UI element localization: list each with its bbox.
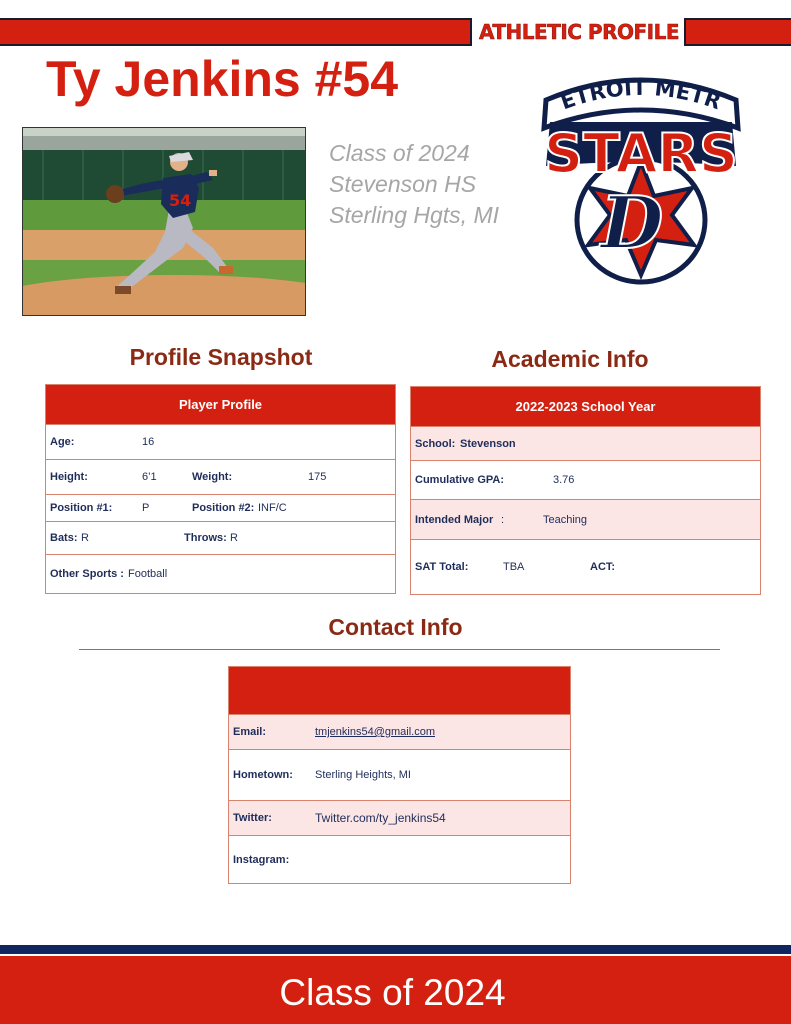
major-label: Intended Major xyxy=(415,513,494,526)
logo-letter: D xyxy=(600,180,664,265)
position1-label: Position #1: xyxy=(50,502,113,514)
throws-label: Throws: xyxy=(184,532,227,544)
email-label: Email: xyxy=(233,726,267,738)
table-row xyxy=(411,500,761,540)
bats-value: R xyxy=(81,532,89,544)
age-value: 16 xyxy=(142,436,155,448)
contact-info-table xyxy=(228,666,571,884)
table-row xyxy=(46,555,396,594)
logo-top-text: ETROIT METR xyxy=(557,75,725,115)
height-label: Height: xyxy=(50,471,88,483)
position1-value: P xyxy=(142,502,150,514)
school-value: Stevenson xyxy=(460,437,516,450)
height-value: 6’1 xyxy=(142,471,157,483)
player-profile-header: Player Profile xyxy=(46,385,396,425)
major-value: Teaching xyxy=(543,513,588,526)
table-row xyxy=(229,750,571,801)
table-row xyxy=(229,801,571,836)
table-row xyxy=(411,427,761,461)
academic-info-table xyxy=(410,386,761,595)
table-row xyxy=(229,715,571,750)
weight-label: Weight: xyxy=(192,471,233,483)
top-banner-bar-left xyxy=(0,18,472,46)
hometown-value: Sterling Heights, MI xyxy=(315,769,411,781)
class-year-text: Class of 2024 xyxy=(329,140,470,166)
player-name-heading: Ty Jenkins #54 xyxy=(46,51,399,107)
twitter-label: Twitter: xyxy=(233,812,272,824)
position2-value: INF/C xyxy=(258,502,287,514)
table-row xyxy=(46,425,396,460)
contact-divider xyxy=(79,649,720,650)
major-colon: : xyxy=(501,513,505,526)
instagram-label: Instagram: xyxy=(233,853,290,866)
school-label: School: xyxy=(415,437,456,450)
gpa-value: 3.76 xyxy=(553,474,575,486)
act-label: ACT: xyxy=(590,561,616,573)
footer-class-text: Class of 2024 xyxy=(279,972,506,1013)
other-sports-label: Other Sports : xyxy=(50,568,124,580)
bats-label: Bats: xyxy=(50,532,78,544)
table-row xyxy=(411,540,761,595)
player-photo xyxy=(22,127,306,316)
sat-value: TBA xyxy=(503,561,525,573)
position2-label: Position #2: xyxy=(192,502,255,514)
table-row xyxy=(46,460,396,495)
school-text: Stevenson HS xyxy=(329,171,477,197)
table-row xyxy=(229,836,571,884)
school-year-header: 2022-2023 School Year xyxy=(411,387,761,427)
profile-snapshot-title: Profile Snapshot xyxy=(129,344,313,370)
table-row xyxy=(46,495,396,522)
player-profile-table xyxy=(45,384,396,594)
gpa-label: Cumulative GPA: xyxy=(415,474,505,486)
footer-navy-stripe xyxy=(0,945,791,954)
contact-header xyxy=(229,667,571,715)
throws-value: R xyxy=(230,532,238,544)
team-logo xyxy=(528,70,754,300)
email-link[interactable]: tmjenkins54@gmail.com xyxy=(315,726,435,738)
contact-info-title: Contact Info xyxy=(328,614,463,640)
athletic-profile-badge: ATHLETIC PROFILE xyxy=(478,20,679,44)
twitter-value: Twitter.com/ty_jenkins54 xyxy=(315,811,446,825)
jersey-number: 54 xyxy=(169,191,192,210)
academic-info-title: Academic Info xyxy=(491,346,649,372)
age-label: Age: xyxy=(50,436,75,448)
city-text: Sterling Hgts, MI xyxy=(329,202,499,228)
table-row xyxy=(46,522,396,555)
table-row xyxy=(411,461,761,500)
weight-value: 175 xyxy=(308,471,327,483)
logo-main-text: STARS xyxy=(544,122,738,185)
other-sports-value: Football xyxy=(128,568,168,580)
hometown-label: Hometown: xyxy=(233,769,293,781)
sat-label: SAT Total: xyxy=(415,561,469,573)
top-banner-bar-right xyxy=(684,18,791,46)
